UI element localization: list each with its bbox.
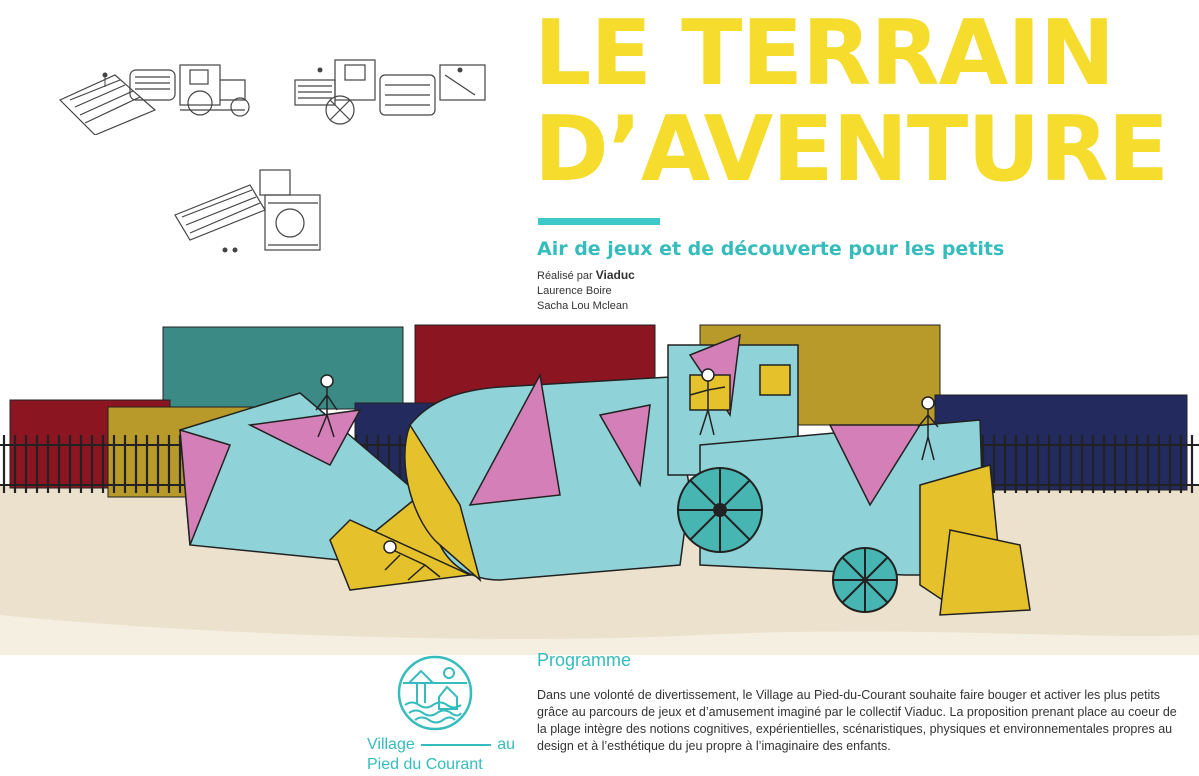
title-line-2: D’AVENTURE (534, 97, 1169, 202)
credits-prefix: Réalisé par (537, 270, 593, 282)
logo-word-village: Village (367, 736, 415, 753)
programme-heading: Programme (537, 650, 632, 670)
logo-line-2: Pied du Courant (367, 756, 483, 773)
playground-illustration (0, 315, 1199, 655)
credits-person: Sacha Lou Mclean (537, 300, 629, 312)
title-divider (538, 218, 660, 225)
concept-sketch-3 (170, 155, 330, 265)
title-line-1: LE TERRAIN (534, 1, 1115, 106)
credits-collective: Viaduc (595, 268, 635, 282)
logo-wordmark (367, 735, 515, 775)
logo-dash (421, 744, 491, 746)
credits-by-line (537, 268, 635, 284)
programme-body: Dans une volonté de divertissement, le Village au Pied-du-Courant souhaite faire bouger et activer les plus petits grâce au parcours de jeux et d’amusement imaginé par le collectif Viaduc. La proposition prenant place au coeur de la plage intègre des notions cognitives, expérientielles, scénaristiques, physiques et environnementales propres au design et à l’esthétique du jeu propre à l’imaginaire des enfants. (537, 688, 1177, 753)
logo-word-au: au (497, 736, 515, 753)
concept-sketch-2 (290, 50, 495, 135)
credits (537, 268, 635, 314)
subtitle: Air de jeux et de découverte pour les petits (537, 238, 1005, 260)
credits-person: Laurence Boire (537, 285, 612, 297)
container-teal (163, 327, 403, 409)
concept-sketch-1 (55, 55, 270, 135)
village-logo-icon (395, 653, 475, 733)
middle-wagon (405, 375, 690, 580)
page-title (534, 1, 1169, 202)
